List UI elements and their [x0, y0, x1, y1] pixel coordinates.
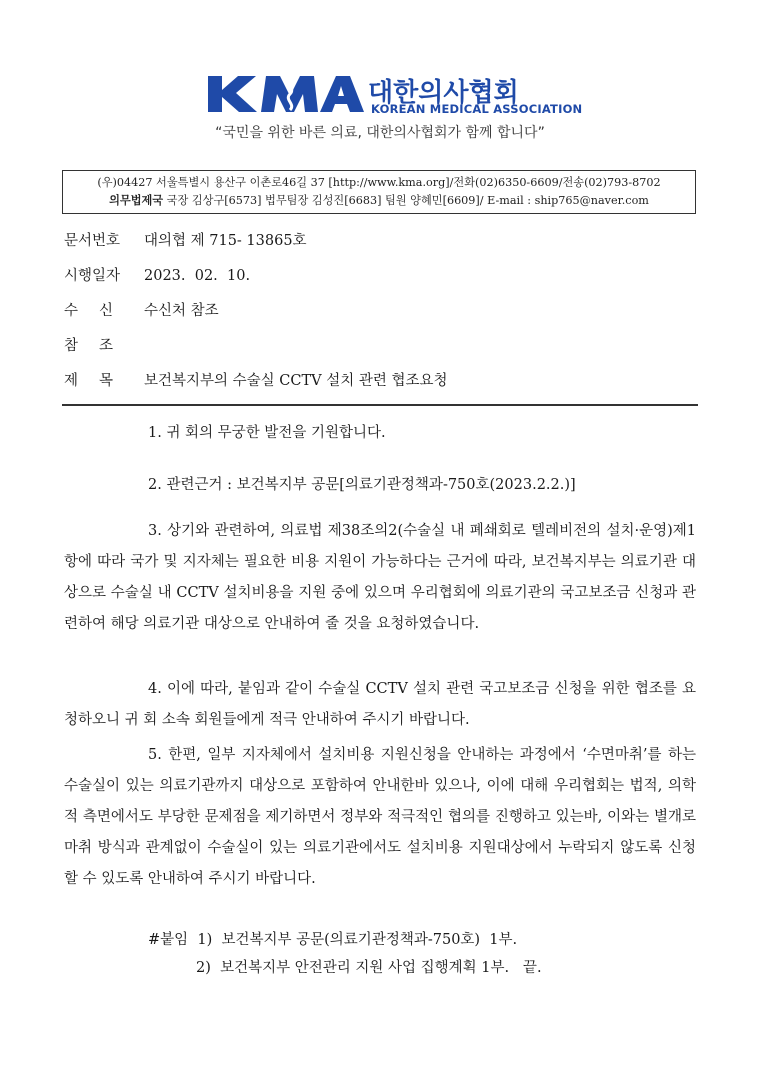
- recipient-row: [64, 299, 219, 320]
- contact-details: 국장 김상구[6573] 법무팀장 김성진[6683] 팀원 양혜민[6609]/ E-mail : ship765@naver.com: [163, 194, 649, 207]
- slogan: “국민을 위한 바른 의료, 대한의사협회가 함께 합니다”: [215, 125, 545, 141]
- kma-logo-icon: [206, 70, 366, 116]
- address-line: (우)04427 서울특별시 용산구 이촌로46길 37 [http://www.kma.org]/전화(02)6350-6609/전송(02)793-8702: [97, 176, 661, 189]
- org-name-kr: 대한의사협회: [368, 78, 519, 108]
- recipient-label: 수신: [64, 303, 135, 319]
- contact-line: [63, 192, 695, 210]
- doc-number-row: [64, 229, 307, 250]
- date-row: [64, 264, 250, 285]
- reference-label: 참조: [64, 338, 135, 354]
- address-box: [62, 170, 696, 214]
- reference-row: [64, 334, 144, 355]
- letterhead: [0, 70, 760, 120]
- subject: 보건복지부의 수술실 CCTV 설치 관련 협조요청: [144, 373, 448, 389]
- paragraph-4: 4. 이에 따라, 붙임과 같이 수술실 CCTV 설치 관련 국고보조금 신청을 위한 협조를 요청하오니 귀 회 소속 회원들에게 적극 안내하여 주시기 바랍니다.: [64, 681, 696, 728]
- recipient: 수신처 참조: [144, 303, 219, 319]
- org-name-en: KOREAN MEDICAL ASSOCIATION: [371, 102, 583, 116]
- date-label: 시행일자: [64, 268, 121, 284]
- doc-number: 대의협 제 715- 13865호: [144, 233, 307, 249]
- doc-number-label: 문서번호: [64, 233, 121, 249]
- divider: [62, 404, 698, 406]
- subject-label: 제목: [64, 373, 135, 389]
- attachment-line-1: #붙임 1) 보건복지부 공문(의료기관정책과-750호) 1부.: [148, 932, 518, 948]
- subject-row: [64, 369, 448, 390]
- paragraph-2: 2. 관련근거 : 보건복지부 공문[의료기관정책과-750호(2023.2.2.)]: [148, 477, 576, 493]
- attachment-line-2: 2) 보건복지부 안전관리 지원 사업 집행계획 1부. 끝.: [196, 960, 542, 976]
- paragraph-5: 5. 한편, 일부 지자체에서 설치비용 지원신청을 안내하는 과정에서 ‘수면마취’를 하는 수술실이 있는 의료기관까지 대상으로 포함하여 안내한바 있으나, 이에 대해 우리협회는 법적, 의학적 측면에서도 부당한 문제점을 제기하면서 정부와 적극적인 협의를 진행하고 있는바, 이와는 별개로 마취 방식과 관계없이 수술실이 있는 의료기관에서도 설치비용 지원대상에서 누락되지 않도록 신청할 수 있도록 안내하여 주시기 바랍니다.: [64, 747, 696, 887]
- paragraph-3: 3. 상기와 관련하여, 의료법 제38조의2(수술실 내 폐쇄회로 텔레비전의 설치·운영)제1항에 따라 국가 및 지자체는 필요한 비용 지원이 가능하다는 근거에 따라, 보건복지부는 의료기관 대상으로 수술실 내 CCTV 설치비용을 지원 중에 있으며 우리협회에 의료기관의 국고보조금 신청과 관련하여 해당 의료기관 대상으로 안내하여 줄 것을 요청하였습니다.: [64, 523, 696, 632]
- issue-date: 2023. 02. 10.: [144, 268, 251, 284]
- paragraph-1: 1. 귀 회의 무궁한 발전을 기원합니다.: [148, 425, 386, 441]
- department-name: 의무법제국: [109, 194, 164, 207]
